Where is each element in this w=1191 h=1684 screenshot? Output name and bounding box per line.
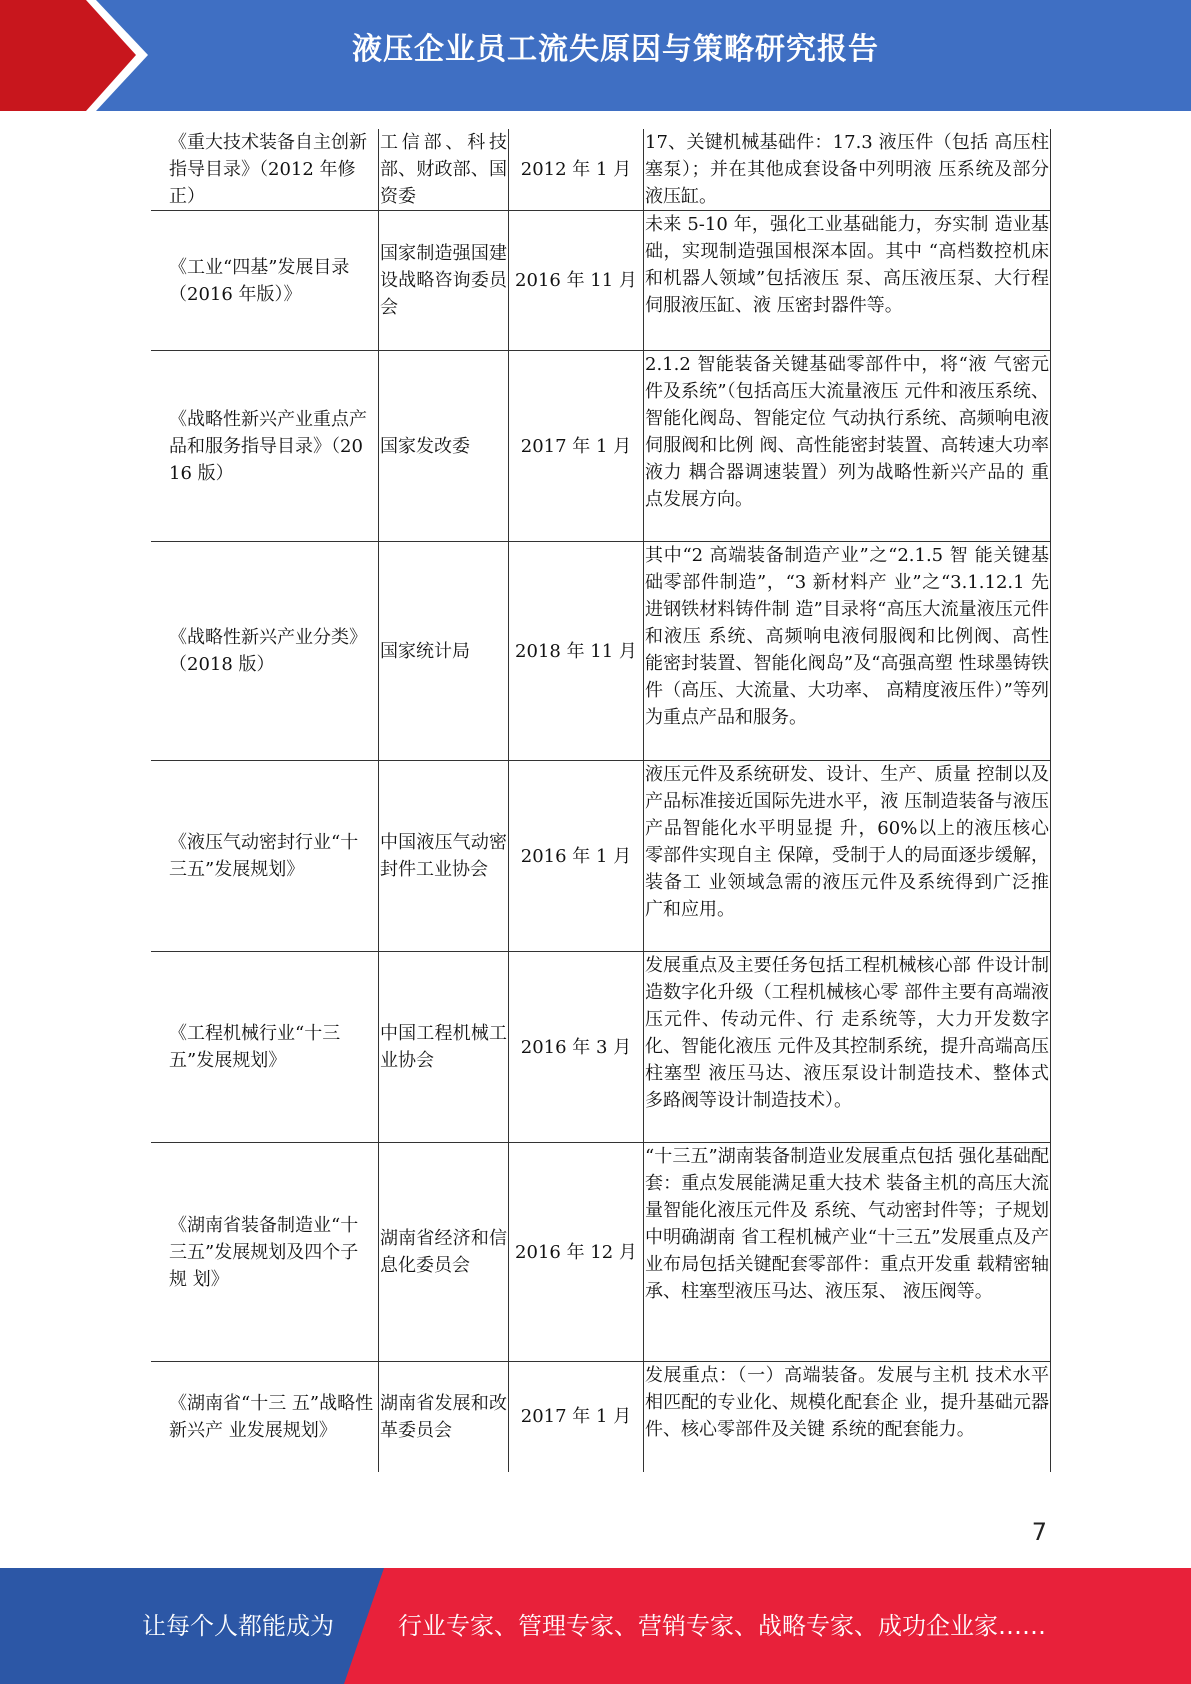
- issue-date-cell: 2012 年 1 月: [509, 129, 644, 211]
- issue-date-cell: 2017 年 1 月: [509, 1362, 644, 1472]
- policy-content-cell: 发展重点及主要任务包括工程机械核心部 件设计制造数字化升级（工程机械核心零 部件主要有高端液压元件、传动元件、行 走系统等，大力开发数字化、智能化液压 元件及其控制系统，提升高端高压柱塞型 液压马达、液压泵设计制造技术、整体式 多路阀等设计制造技术）。: [644, 952, 1051, 1143]
- document-name-cell: 《重大技术装备自主创新指导目录》（2012 年修正）: [151, 129, 379, 211]
- page-header: [0, 0, 1191, 111]
- policy-content-cell: 发展重点：（一）高端装备。发展与主机 技术水平相匹配的专业化、规模化配套企 业，提升基础元器件、核心零部件及关键 系统的配套能力。: [644, 1362, 1051, 1472]
- policy-content-cell: 2.1.2 智能装备关键基础零部件中，将“液 气密元件及系统”（包括高压大流量液压 元件和液压系统、智能化阀岛、智能定位 气动执行系统、高频响电液伺服阀和比例 阀、高性能密封装置、高转速大功率液力 耦合器调速装置）列为战略性新兴产品的 重点发展方向。: [644, 351, 1051, 542]
- issue-date-cell: 2016 年 12 月: [509, 1143, 644, 1362]
- policy-content-cell: 液压元件及系统研发、设计、生产、质量 控制以及产品标准接近国际先进水平，液 压制造装备与液压产品智能化水平明显提 升，60%以上的液压核心零部件实现自主 保障，受制于人的局面逐步缓解，装备工 业领域急需的液压元件及系统得到广泛推 广和应用。: [644, 761, 1051, 952]
- issue-date-cell: 2016 年 1 月: [509, 761, 644, 952]
- table-row: [151, 129, 1051, 211]
- table-row: [151, 211, 1051, 351]
- issuing-department-cell: 工信部、科技部、财政部、国资委: [379, 129, 509, 211]
- issuing-department-cell: 国家制造强国建设战略咨询委员会: [379, 211, 509, 351]
- page-number: 7: [1031, 1518, 1047, 1546]
- issue-date-cell: 2016 年 3 月: [509, 952, 644, 1143]
- policy-content-cell: 未来 5-10 年，强化工业基础能力，夯实制 造业基础，实现制造强国根深本固。其中 “高档数控机床和机器人领域”包括液压 泵、高压液压泵、大行程伺服液压缸、液 压密封器件等。: [644, 211, 1051, 351]
- document-name-cell: 《战略性新兴产业重点产品和服务指导目录》（2016 版）: [151, 351, 379, 542]
- issuing-department-cell: 中国工程机械工业协会: [379, 952, 509, 1143]
- table-row: [151, 1143, 1051, 1362]
- issuing-department-cell: 国家统计局: [379, 542, 509, 761]
- document-name-cell: 《液压气动密封行业“十三五”发展规划》: [151, 761, 379, 952]
- document-name-cell: 《湖南省“十三 五”战略性新兴产 业发展规划》: [169, 1392, 374, 1441]
- document-name-cell: 《战略性新兴产业分类》（2018 版）: [151, 542, 379, 761]
- table-row: [151, 1362, 1051, 1472]
- table-row: [151, 542, 1051, 761]
- footer-slogan-right: 行业专家、管理专家、营销专家、战略专家、成功企业家……: [398, 1612, 1046, 1640]
- issuing-department-cell: 湖南省经济和信息化委员会: [379, 1143, 509, 1362]
- issuing-department-cell: 中国液压气动密封件工业协会: [379, 761, 509, 952]
- table-row: [151, 761, 1051, 952]
- issue-date-cell: 2016 年 11 月: [509, 211, 644, 351]
- policy-content-cell: 其中“2 高端装备制造产业”之“2.1.5 智 能关键基础零部件制造”，“3 新材料产 业”之“3.1.12.1 先进钢铁材料铸件制 造”目录将“高压大流量液压元件和液压 系统、高频响电液伺服阀和比例阀、高性 能密封装置、智能化阀岛”及“高强高塑 性球墨铸铁件（高压、大流量、大功率、 高精度液压件）”等列为重点产品和服务。: [644, 542, 1051, 761]
- issue-date-cell: 2017 年 1 月: [509, 351, 644, 542]
- document-name-cell: 《工程机械行业“十三五”发展规划》: [151, 952, 379, 1143]
- page-footer: [0, 1568, 1191, 1684]
- report-title: 液压企业员工流失原因与策略研究报告: [352, 32, 879, 67]
- document-name-cell: 《工业“四基”发展目录（2016 年版）》: [151, 211, 379, 351]
- table-row: [151, 351, 1051, 542]
- issue-date-cell: 2018 年 11 月: [509, 542, 644, 761]
- footer-slogan-left: 让每个人都能成为: [142, 1612, 334, 1640]
- document-name-cell: 《湖南省装备制造业“十三五”发展规划及四个子规 划》: [151, 1143, 379, 1362]
- policy-content-cell: “十三五”湖南装备制造业发展重点包括 强化基础配套：重点发展能满足重大技术 装备主机的高压大流量智能化液压元件及 系统、气动密封件等；子规划中明确湖南 省工程机械产业“十三五”发展重点及产 业布局包括关键配套零部件：重点开发重 载精密轴承、柱塞型液压马达、液压泵、 液压阀等。: [644, 1143, 1051, 1362]
- table-row: [151, 952, 1051, 1143]
- policy-table: [151, 129, 1051, 1472]
- issuing-department-cell: 湖南省发展和改革委员会: [379, 1362, 509, 1472]
- issuing-department-cell: 国家发改委: [379, 351, 509, 542]
- policy-content-cell: 17、关键机械基础件：17.3 液压件（包括 高压柱塞泵）；并在其他成套设备中列明液 压系统及部分液压缸。: [644, 129, 1051, 211]
